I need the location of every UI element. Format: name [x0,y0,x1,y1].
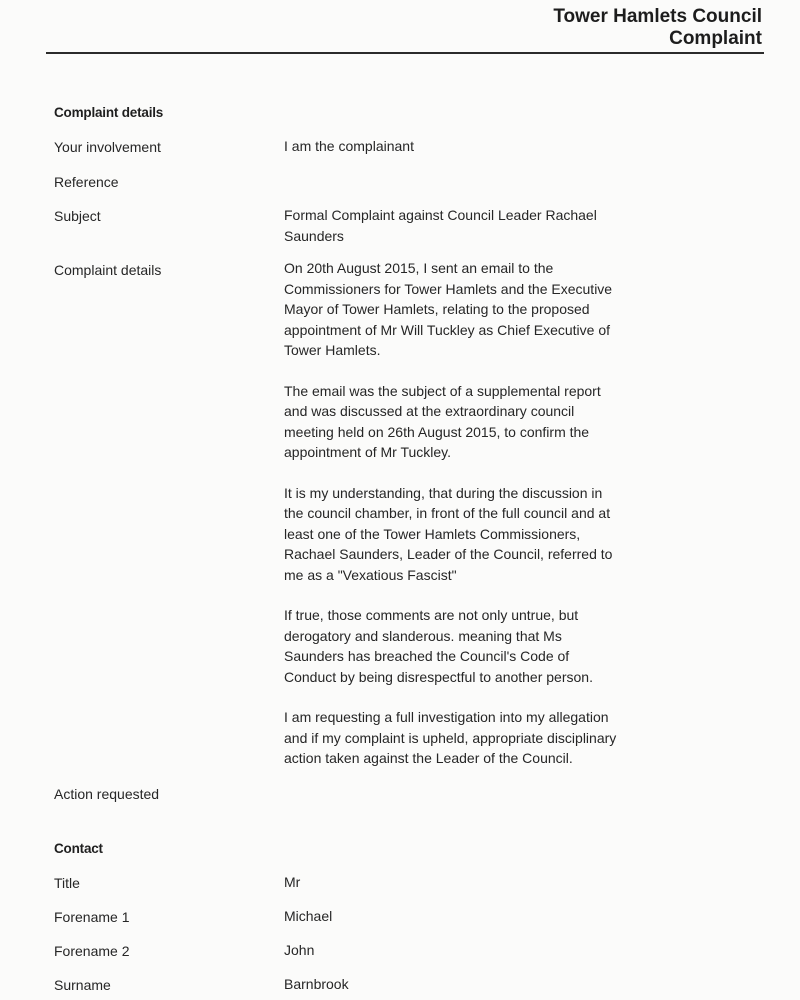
complaint-paragraph [284,483,616,586]
text-line: me as a "Vexatious Fascist" [284,566,457,583]
forename1-value: Michael [284,908,333,924]
subject-label: Subject [54,208,101,224]
contact-heading: Contact [54,841,103,856]
text-line: derogatory and slanderous. meaning that Ms [284,627,562,644]
text-line: It is my understanding, that during the discussion in [284,484,603,501]
involvement-label: Your involvement [54,139,161,155]
title-label: Title [54,875,80,891]
text-line: meeting held on 26th August 2015, to confirm the [284,423,590,440]
involvement-value: I am the complainant [284,138,414,154]
text-line: least one of the Tower Hamlets Commissioners, [284,525,581,542]
forename1-label: Forename 1 [54,909,130,925]
text-line: appointment of Mr Tuckley. [284,444,452,460]
text-line: appointment of Mr Will Tuckley as Chief Executive of [284,321,611,338]
text-line: On 20th August 2015, I sent an email to the [284,260,554,276]
text-line: the council chamber, in front of the full council and at [284,505,611,521]
surname-label: Surname [54,977,111,993]
complaint-paragraph [284,707,616,769]
text-line: Tower Hamlets. [284,342,381,358]
text-line: If true, those comments are not only untrue, but [284,607,579,623]
complaint-details-body [284,258,616,769]
complaint-paragraph [284,258,616,361]
complaint-paragraph [284,381,616,463]
council-name: Tower Hamlets Council [553,6,762,27]
complaint-paragraph [284,605,616,687]
title-value: Mr [284,874,301,890]
forename2-label: Forename 2 [54,943,130,959]
forename2-value: John [284,942,315,958]
subject-line: Formal Complaint against Council Leader Rachael [284,207,597,223]
subject-line: Saunders [284,227,344,244]
text-line: The email was the subject of a supplemental report [284,382,601,399]
text-line: Conduct by being disrespectful to another person. [284,668,593,685]
text-line: Commissioners for Tower Hamlets and the Executive [284,280,613,297]
surname-value: Barnbrook [284,976,349,992]
text-line: I am requesting a full investigation into my allegation [284,709,609,725]
text-line: Rachael Saunders, Leader of the Council, referred to [284,546,613,562]
complaint-details-label: Complaint details [54,262,162,278]
text-line: Mayor of Tower Hamlets, relating to the proposed [284,301,590,317]
text-line: Saunders has breached the Council's Code of [284,648,570,664]
reference-label: Reference [54,174,119,190]
text-line: action taken against the Leader of the Council. [284,750,573,766]
header-divider [46,52,764,54]
text-line: and was discussed at the extraordinary council [284,403,575,419]
action-requested-label: Action requested [54,786,160,802]
document-title: Complaint [669,28,762,49]
complaint-details-heading: Complaint details [54,105,164,120]
subject-value [284,205,597,246]
text-line: and if my complaint is upheld, appropriate disciplinary [284,729,617,746]
